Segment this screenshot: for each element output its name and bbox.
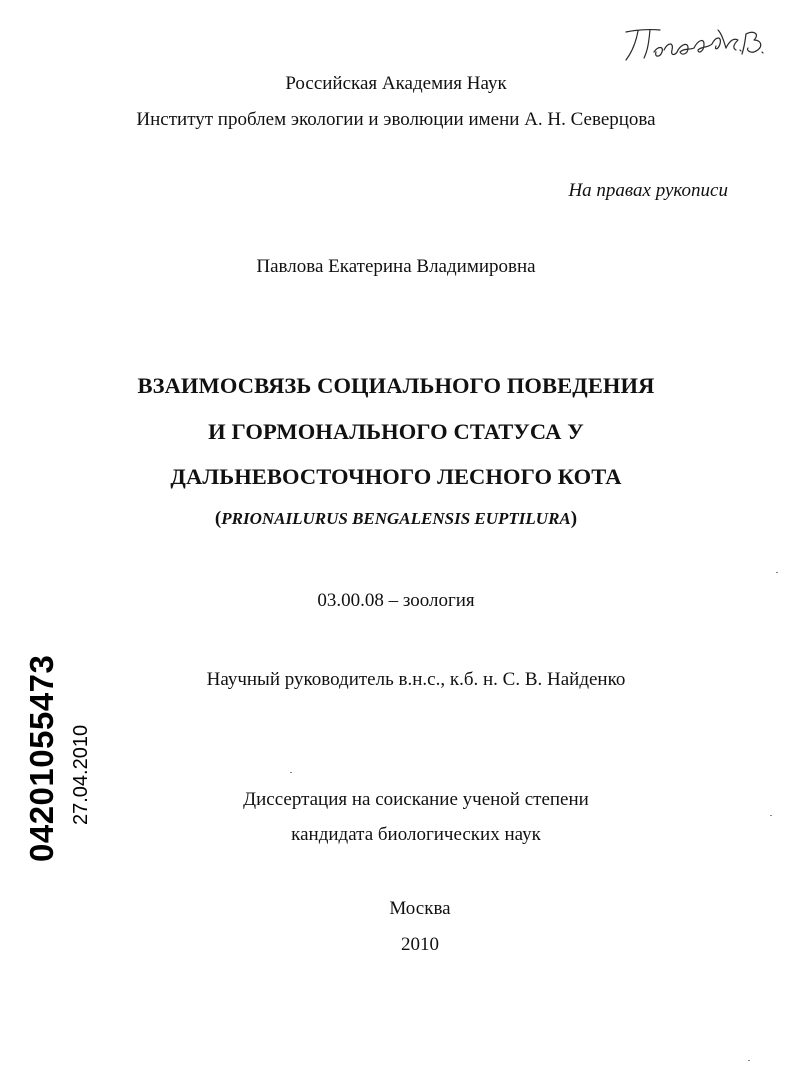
scan-speck (776, 572, 778, 573)
scientific-supervisor: Научный руководитель в.н.с., к.б. н. С. В. Найденко (206, 669, 626, 690)
latin-paren-open: ( (214, 508, 222, 529)
scan-speck (290, 772, 292, 773)
degree-line-1: Диссертация на соискание ученой степени (243, 789, 589, 810)
latin-name-text: PRIONAILURUS BENGALENSIS EUPTILURA (221, 509, 571, 528)
scan-speck (748, 1060, 750, 1061)
latin-paren-close: ) (570, 508, 578, 529)
library-stamp-code: 04201055473 (23, 654, 60, 862)
specialty-code: 03.00.08 – зоология (317, 590, 475, 611)
handwritten-signature (618, 20, 768, 70)
library-stamp-date: 27.04.2010 (70, 724, 92, 825)
city: Москва (389, 898, 451, 919)
title-line-1: ВЗАИМОСВЯЗЬ СОЦИАЛЬНОГО ПОВЕДЕНИЯ (137, 373, 655, 398)
institute-name: Институт проблем экологии и эволюции имени А. Н. Северцова (136, 109, 656, 130)
scan-speck (770, 815, 772, 816)
latin-species-name (0, 507, 792, 531)
author-name: Павлова Екатерина Владимировна (256, 256, 536, 277)
title-line-2: И ГОРМОНАЛЬНОГО СТАТУСА У (208, 419, 584, 444)
organization-name: Российская Академия Наук (285, 73, 507, 94)
year: 2010 (401, 934, 439, 955)
manuscript-note: На правах рукописи (568, 180, 728, 201)
title-line-3: ДАЛЬНЕВОСТОЧНОГО ЛЕСНОГО КОТА (170, 464, 622, 489)
degree-line-2: кандидата биологических наук (291, 824, 541, 845)
